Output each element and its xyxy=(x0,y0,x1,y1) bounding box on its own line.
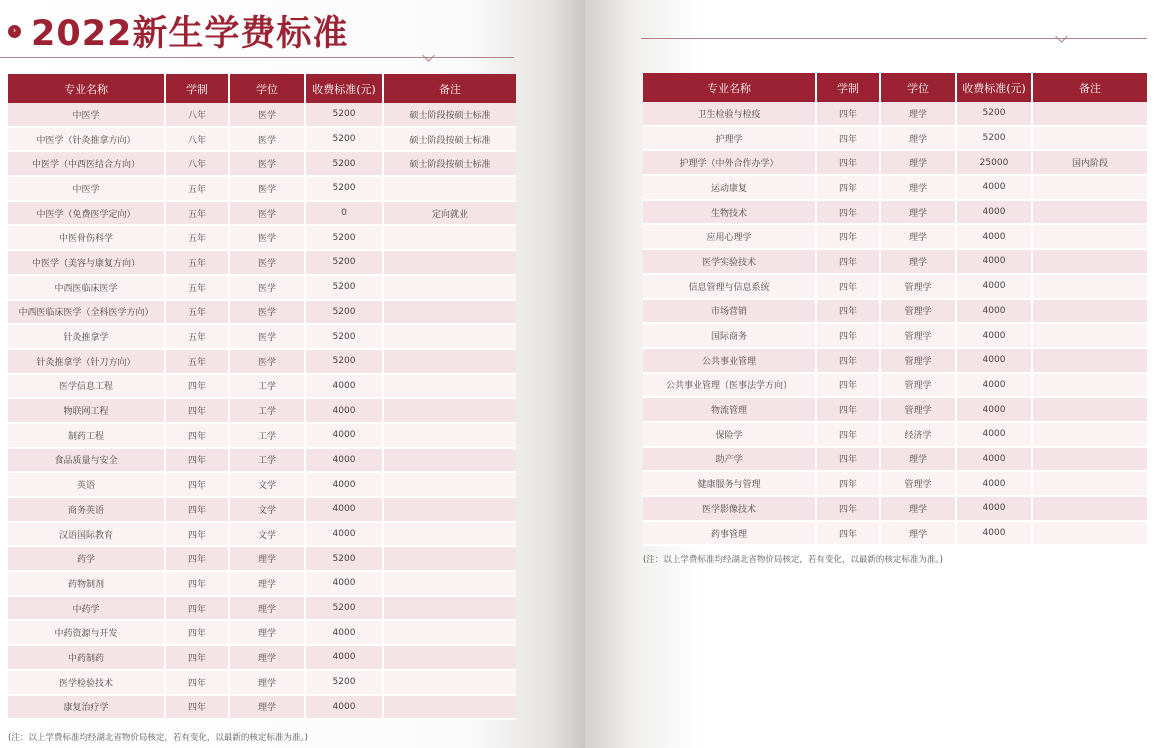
remarks-cell xyxy=(384,350,516,375)
duration-cell: 五年 xyxy=(166,276,230,301)
remarks-cell xyxy=(384,301,516,326)
fee-cell: 5200 xyxy=(306,671,384,696)
table-row xyxy=(8,424,516,449)
duration-cell: 四年 xyxy=(817,225,881,250)
degree-cell: 管理学 xyxy=(881,472,957,497)
table-row xyxy=(8,621,516,646)
duration-cell: 五年 xyxy=(166,325,230,350)
table-row xyxy=(643,102,1147,127)
remarks-cell xyxy=(384,251,516,276)
duration-cell: 四年 xyxy=(817,250,881,275)
table-row xyxy=(8,202,516,227)
major-name-cell: 中西医临床医学 xyxy=(8,276,166,301)
fee-cell: 0 xyxy=(306,202,384,227)
remarks-cell xyxy=(384,671,516,696)
table-row xyxy=(643,398,1147,423)
duration-cell: 四年 xyxy=(166,449,230,474)
remarks-cell xyxy=(1033,250,1147,275)
major-name-cell: 市场营销 xyxy=(643,300,817,325)
degree-cell: 理学 xyxy=(881,176,957,201)
remarks-cell xyxy=(1033,398,1147,423)
major-name-cell: 医学影像技术 xyxy=(643,497,817,522)
fee-cell: 4000 xyxy=(306,473,384,498)
degree-cell: 医学 xyxy=(230,177,306,202)
fee-cell: 5200 xyxy=(306,547,384,572)
duration-cell: 五年 xyxy=(166,226,230,251)
table-row xyxy=(8,646,516,671)
major-name-cell: 商务英语 xyxy=(8,498,166,523)
major-name-cell: 健康服务与管理 xyxy=(643,472,817,497)
table-row xyxy=(8,597,516,622)
remarks-cell xyxy=(1033,423,1147,448)
major-name-cell: 护理学（中外合作办学） xyxy=(643,151,817,176)
major-name-cell: 信息管理与信息系统 xyxy=(643,275,817,300)
remarks-cell xyxy=(384,646,516,671)
table-row xyxy=(8,547,516,572)
duration-cell: 四年 xyxy=(166,424,230,449)
major-name-header: 专业名称 xyxy=(643,73,817,102)
major-name-cell: 物联网工程 xyxy=(8,399,166,424)
table-row xyxy=(643,324,1147,349)
duration-cell: 四年 xyxy=(817,472,881,497)
degree-cell: 理学 xyxy=(230,696,306,721)
degree-cell: 工学 xyxy=(230,424,306,449)
fee-cell: 5200 xyxy=(306,152,384,177)
major-name-cell: 中药资源与开发 xyxy=(8,621,166,646)
remarks-cell xyxy=(1033,201,1147,226)
degree-cell: 管理学 xyxy=(881,398,957,423)
duration-cell: 八年 xyxy=(166,128,230,153)
right-page xyxy=(585,0,1167,748)
degree-cell: 理学 xyxy=(881,102,957,127)
degree-header: 学位 xyxy=(881,73,957,102)
fee-cell: 5200 xyxy=(306,177,384,202)
remarks-header: 备注 xyxy=(384,74,516,103)
fee-cell: 4000 xyxy=(306,399,384,424)
remarks-cell xyxy=(384,523,516,548)
degree-cell: 医学 xyxy=(230,202,306,227)
duration-cell: 四年 xyxy=(166,572,230,597)
major-name-cell: 中药学 xyxy=(8,597,166,622)
major-name-cell: 国际商务 xyxy=(643,324,817,349)
degree-cell: 管理学 xyxy=(881,349,957,374)
duration-cell: 五年 xyxy=(166,251,230,276)
table-row xyxy=(8,523,516,548)
duration-cell: 八年 xyxy=(166,152,230,177)
duration-cell: 四年 xyxy=(817,349,881,374)
duration-cell: 四年 xyxy=(166,375,230,400)
major-name-cell: 中医学 xyxy=(8,177,166,202)
duration-cell: 四年 xyxy=(166,696,230,721)
remarks-cell xyxy=(384,449,516,474)
degree-cell: 理学 xyxy=(881,448,957,473)
table-row xyxy=(8,350,516,375)
degree-cell: 理学 xyxy=(230,597,306,622)
major-name-cell: 药学 xyxy=(8,547,166,572)
degree-cell: 管理学 xyxy=(881,275,957,300)
degree-cell: 管理学 xyxy=(881,324,957,349)
table-row xyxy=(8,375,516,400)
degree-header: 学位 xyxy=(230,74,306,103)
major-name-cell: 物流管理 xyxy=(643,398,817,423)
remarks-cell xyxy=(384,621,516,646)
fee-cell: 4000 xyxy=(957,225,1033,250)
major-name-header: 专业名称 xyxy=(8,74,166,103)
major-name-cell: 药物制剂 xyxy=(8,572,166,597)
duration-cell: 四年 xyxy=(166,671,230,696)
remarks-cell xyxy=(384,375,516,400)
degree-cell: 理学 xyxy=(881,151,957,176)
major-name-cell: 中医学（中西医结合方向） xyxy=(8,152,166,177)
major-name-cell: 针灸推拿学（针刀方向） xyxy=(8,350,166,375)
page-title-block xyxy=(8,6,348,56)
table-row xyxy=(8,498,516,523)
fee-cell: 4000 xyxy=(306,646,384,671)
table-row xyxy=(643,176,1147,201)
duration-cell: 四年 xyxy=(817,497,881,522)
major-name-cell: 生物技术 xyxy=(643,201,817,226)
table-row xyxy=(8,671,516,696)
page-title: 2022新生学费标准 xyxy=(31,14,349,54)
fee-cell: 5200 xyxy=(306,597,384,622)
remarks-cell: 硕士阶段按硕士标准 xyxy=(384,103,516,128)
major-name-cell: 食品质量与安全 xyxy=(8,449,166,474)
remarks-cell: 国内阶段 xyxy=(1033,151,1147,176)
degree-cell: 经济学 xyxy=(881,423,957,448)
duration-cell: 四年 xyxy=(817,201,881,226)
fee-cell: 4000 xyxy=(957,398,1033,423)
degree-cell: 工学 xyxy=(230,449,306,474)
degree-cell: 工学 xyxy=(230,399,306,424)
table-row xyxy=(643,423,1147,448)
major-name-cell: 公共事业管理 xyxy=(643,349,817,374)
degree-cell: 理学 xyxy=(230,572,306,597)
table-row xyxy=(643,472,1147,497)
fee-cell: 4000 xyxy=(957,497,1033,522)
duration-cell: 四年 xyxy=(817,448,881,473)
major-name-cell: 中医学 xyxy=(8,103,166,128)
degree-cell: 医学 xyxy=(230,128,306,153)
table-header-row xyxy=(643,73,1147,102)
remarks-cell xyxy=(1033,472,1147,497)
fee-cell: 4000 xyxy=(306,424,384,449)
fee-cell: 4000 xyxy=(957,472,1033,497)
degree-cell: 医学 xyxy=(230,103,306,128)
table-row xyxy=(643,522,1147,547)
table-row xyxy=(643,374,1147,399)
duration-cell: 四年 xyxy=(817,398,881,423)
remarks-cell xyxy=(384,424,516,449)
tuition-table-right xyxy=(643,73,1147,546)
remarks-cell: 硕士阶段按硕士标准 xyxy=(384,128,516,153)
major-name-cell: 英语 xyxy=(8,473,166,498)
degree-cell: 理学 xyxy=(881,127,957,152)
degree-cell: 理学 xyxy=(881,497,957,522)
table-row xyxy=(8,325,516,350)
remarks-cell xyxy=(384,226,516,251)
remarks-cell xyxy=(1033,448,1147,473)
table-row xyxy=(8,696,516,721)
remarks-cell xyxy=(1033,102,1147,127)
table-row xyxy=(8,152,516,177)
duration-cell: 四年 xyxy=(817,176,881,201)
fee-cell: 4000 xyxy=(957,176,1033,201)
table-row xyxy=(643,497,1147,522)
duration-cell: 四年 xyxy=(817,423,881,448)
remarks-cell xyxy=(1033,225,1147,250)
duration-cell: 四年 xyxy=(166,547,230,572)
title-divider xyxy=(0,57,514,58)
major-name-cell: 运动康复 xyxy=(643,176,817,201)
duration-cell: 五年 xyxy=(166,177,230,202)
fee-cell: 4000 xyxy=(306,523,384,548)
major-name-cell: 中医学（美容与康复方向） xyxy=(8,251,166,276)
degree-cell: 管理学 xyxy=(881,300,957,325)
table-row xyxy=(643,250,1147,275)
duration-cell: 四年 xyxy=(166,399,230,424)
fee-cell: 4000 xyxy=(306,449,384,474)
fee-cell: 5200 xyxy=(957,102,1033,127)
footnote-left: (注：以上学费标准均经湖北省物价局核定，若有变化，以最新的核定标准为准。) xyxy=(8,733,308,743)
major-name-cell: 护理学 xyxy=(643,127,817,152)
duration-cell: 四年 xyxy=(817,522,881,547)
degree-cell: 工学 xyxy=(230,375,306,400)
table-row xyxy=(643,201,1147,226)
remarks-cell xyxy=(1033,300,1147,325)
major-name-cell: 医学信息工程 xyxy=(8,375,166,400)
table-row xyxy=(643,275,1147,300)
fee-cell: 5200 xyxy=(306,350,384,375)
table-row xyxy=(8,301,516,326)
fee-cell: 5200 xyxy=(306,301,384,326)
remarks-header: 备注 xyxy=(1033,73,1147,102)
duration-cell: 四年 xyxy=(817,374,881,399)
top-divider xyxy=(641,38,1147,39)
major-name-cell: 公共事业管理（医事法学方向） xyxy=(643,374,817,399)
divider-notch xyxy=(422,49,435,62)
divider-notch-right xyxy=(1055,30,1068,43)
duration-cell: 四年 xyxy=(817,102,881,127)
remarks-cell xyxy=(1033,374,1147,399)
remarks-cell xyxy=(384,177,516,202)
table-row xyxy=(8,473,516,498)
fee-cell: 4000 xyxy=(957,275,1033,300)
fee-cell: 4000 xyxy=(957,324,1033,349)
table-row xyxy=(643,151,1147,176)
duration-header: 学制 xyxy=(166,74,230,103)
table-row xyxy=(643,225,1147,250)
remarks-cell xyxy=(384,547,516,572)
fee-cell: 5200 xyxy=(306,251,384,276)
degree-cell: 医学 xyxy=(230,276,306,301)
degree-cell: 医学 xyxy=(230,350,306,375)
degree-cell: 理学 xyxy=(881,522,957,547)
fee-cell: 4000 xyxy=(957,423,1033,448)
degree-cell: 医学 xyxy=(230,152,306,177)
major-name-cell: 中药制药 xyxy=(8,646,166,671)
table-row xyxy=(8,128,516,153)
table-row xyxy=(8,103,516,128)
duration-cell: 八年 xyxy=(166,103,230,128)
degree-cell: 理学 xyxy=(881,250,957,275)
degree-cell: 文学 xyxy=(230,498,306,523)
fee-cell: 4000 xyxy=(306,375,384,400)
duration-cell: 四年 xyxy=(817,127,881,152)
degree-cell: 理学 xyxy=(230,621,306,646)
degree-cell: 理学 xyxy=(881,225,957,250)
duration-cell: 四年 xyxy=(166,523,230,548)
major-name-cell: 助产学 xyxy=(643,448,817,473)
fee-cell: 5200 xyxy=(306,226,384,251)
table-row xyxy=(8,572,516,597)
duration-cell: 四年 xyxy=(166,597,230,622)
remarks-cell xyxy=(384,597,516,622)
degree-cell: 理学 xyxy=(230,646,306,671)
table-row xyxy=(643,127,1147,152)
major-name-cell: 中医学（针灸推拿方向） xyxy=(8,128,166,153)
remarks-cell xyxy=(1033,176,1147,201)
remarks-cell xyxy=(384,696,516,721)
duration-cell: 五年 xyxy=(166,301,230,326)
footnote-right: (注：以上学费标准均经湖北省物价局核定，若有变化，以最新的核定标准为准。) xyxy=(643,555,943,565)
table-row xyxy=(8,399,516,424)
duration-cell: 四年 xyxy=(817,300,881,325)
table-row xyxy=(643,349,1147,374)
remarks-cell xyxy=(1033,324,1147,349)
duration-cell: 四年 xyxy=(166,498,230,523)
remarks-cell xyxy=(1033,349,1147,374)
fee-cell: 4000 xyxy=(957,448,1033,473)
remarks-cell xyxy=(1033,275,1147,300)
degree-cell: 管理学 xyxy=(881,374,957,399)
duration-cell: 四年 xyxy=(166,646,230,671)
table-row xyxy=(8,276,516,301)
remarks-cell xyxy=(384,473,516,498)
major-name-cell: 应用心理学 xyxy=(643,225,817,250)
table-row xyxy=(643,300,1147,325)
table-row xyxy=(8,449,516,474)
major-name-cell: 保险学 xyxy=(643,423,817,448)
remarks-cell xyxy=(384,325,516,350)
degree-cell: 文学 xyxy=(230,473,306,498)
major-name-cell: 汉语国际教育 xyxy=(8,523,166,548)
fee-header: 收费标准(元) xyxy=(957,73,1033,102)
remarks-cell: 定向就业 xyxy=(384,202,516,227)
fee-cell: 4000 xyxy=(957,349,1033,374)
major-name-cell: 医学检验技术 xyxy=(8,671,166,696)
fee-cell: 4000 xyxy=(957,300,1033,325)
degree-cell: 医学 xyxy=(230,251,306,276)
remarks-cell xyxy=(384,572,516,597)
fee-cell: 5200 xyxy=(306,103,384,128)
major-name-cell: 康复治疗学 xyxy=(8,696,166,721)
duration-cell: 五年 xyxy=(166,350,230,375)
remarks-cell xyxy=(1033,497,1147,522)
degree-cell: 医学 xyxy=(230,325,306,350)
remarks-cell xyxy=(1033,522,1147,547)
duration-cell: 四年 xyxy=(817,151,881,176)
fee-cell: 4000 xyxy=(957,201,1033,226)
table-row xyxy=(8,177,516,202)
fee-cell: 5200 xyxy=(306,128,384,153)
table-header-row xyxy=(8,74,516,103)
fee-cell: 4000 xyxy=(306,696,384,721)
major-name-cell: 针灸推拿学 xyxy=(8,325,166,350)
table-row xyxy=(643,448,1147,473)
tuition-table-left xyxy=(8,74,516,720)
duration-header: 学制 xyxy=(817,73,881,102)
major-name-cell: 医学实验技术 xyxy=(643,250,817,275)
remarks-cell xyxy=(384,498,516,523)
table-row xyxy=(8,226,516,251)
duration-cell: 四年 xyxy=(817,324,881,349)
fee-cell: 4000 xyxy=(957,374,1033,399)
fee-cell: 4000 xyxy=(957,522,1033,547)
fee-cell: 25000 xyxy=(957,151,1033,176)
fee-header: 收费标准(元) xyxy=(306,74,384,103)
fee-cell: 4000 xyxy=(306,498,384,523)
fee-cell: 5200 xyxy=(306,276,384,301)
remarks-cell xyxy=(384,276,516,301)
degree-cell: 理学 xyxy=(230,671,306,696)
fee-cell: 4000 xyxy=(306,621,384,646)
degree-cell: 理学 xyxy=(230,547,306,572)
fee-cell: 4000 xyxy=(957,250,1033,275)
fee-cell: 5200 xyxy=(306,325,384,350)
duration-cell: 四年 xyxy=(166,473,230,498)
duration-cell: 五年 xyxy=(166,202,230,227)
degree-cell: 医学 xyxy=(230,301,306,326)
fee-cell: 5200 xyxy=(957,127,1033,152)
remarks-cell: 硕士阶段按硕士标准 xyxy=(384,152,516,177)
table-row xyxy=(8,251,516,276)
degree-cell: 理学 xyxy=(881,201,957,226)
degree-cell: 医学 xyxy=(230,226,306,251)
major-name-cell: 卫生检验与检疫 xyxy=(643,102,817,127)
duration-cell: 四年 xyxy=(817,275,881,300)
major-name-cell: 制药工程 xyxy=(8,424,166,449)
major-name-cell: 中医骨伤科学 xyxy=(8,226,166,251)
remarks-cell xyxy=(1033,127,1147,152)
degree-cell: 文学 xyxy=(230,523,306,548)
chevron-right-icon: › xyxy=(8,25,21,38)
major-name-cell: 药事管理 xyxy=(643,522,817,547)
remarks-cell xyxy=(384,399,516,424)
major-name-cell: 中西医临床医学（全科医学方向） xyxy=(8,301,166,326)
fee-cell: 4000 xyxy=(306,572,384,597)
major-name-cell: 中医学（免费医学定向） xyxy=(8,202,166,227)
duration-cell: 四年 xyxy=(166,621,230,646)
